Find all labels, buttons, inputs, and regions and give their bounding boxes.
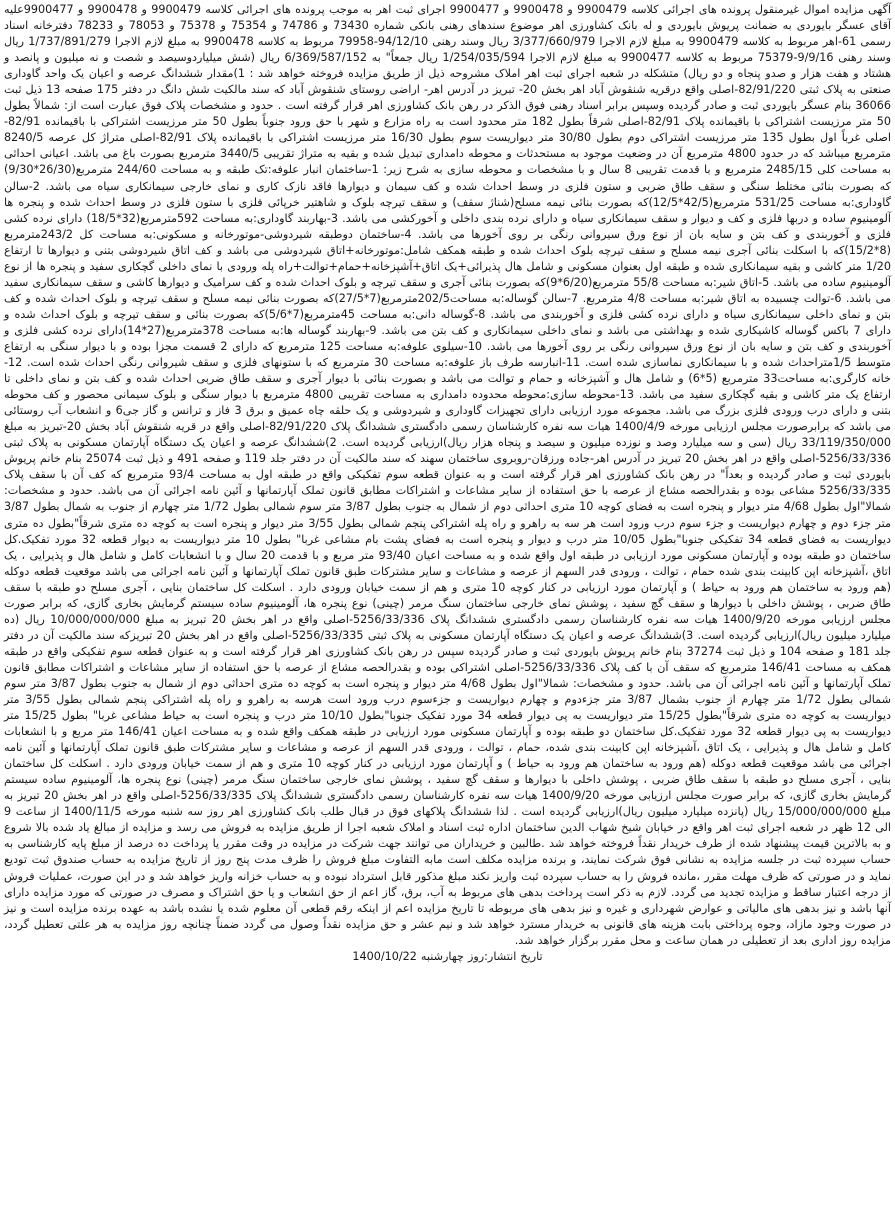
publication-date: تاریخ انتشار:روز چهارشنبه 1400/10/22 <box>352 949 543 963</box>
notice-body-text: آگهی مزایده اموال غیرمنقول پرونده های اجرائی کلاسه 9900479 و 9900478 و 9900477 اجرای ثبت اهر به موجب پرونده های اجرائی کلاسه 9900479 و 9900478 و 9900477علیه آقای عسگر بایوردی به ضمانت پریوش بایوردی و له بانک کشاورزی اهر موضوع سندهای رهنی بانکی شماره 73430 و 74786 و 75354 و 75378 و 78053 و 78233 دفترخانه اسناد رسمی 61-اهر مربوط به کلاسه 9900479 به مبلغ لازم الاجرا 3/377/660/979 ریال وسند رهنی 94/12/10-79958 مربوط به کلاسه 9900478 به مبلغ لازم الاجرا 1/737/891/279 ریال وسند رهنی 9/9/16-75379 مربوط به کلاسه 9900477 به مبلغ لازم الاجرا 1/254/035/594 ریال جمعاً" به 6/369/587/152 ریال (شش میلیاردوسیصد و شصت و نه میلیون و پانصد و هشتاد و هفت هزار و صدو پنجاه و دو ریال) متشکله در شعبه اجرای ثبت اهر املاک مشروحه ذیل از طریق مزایده فروخته خواهد شد : 1)مقدار ششدانگ عرصه و اعیان یک واحد گاوداری صنعتی به پلاک ثبتی 82/91/220-اصلی واقع درقریه شنقوش آباد اهر بخش 20- تبریز در آدرس اهر- اراضی روستای شنقوش آباد که سند مالکیت شش دانگ در دفتر 175 صفحه 13 ذیل ثبت 36066 بنام عسگر بایوردی ثبت و صادر گردیده وسپس برابر اسناد رهنی فوق الذکر در رهن بانک کشاورزی اهر قرار گرفته است . حدود و مشخصات پلاک فوق عبارت است از: شمالاً بطول 50 متر مرزیست اشتراکی با باقیمانده پلاک 82/91-اصلی شرقاً بطول 182 متر محدود است به راه مزارع و شهر با حق ورود جنوباً بطول 50 متر مرزیست اشتراکی با باقیمانده 82/91-اصلی غرباً اول بطول 135 متر مرزیست اشتراکی دوم بطول 30/80 متر دیواریست سوم بطول 16/30 متر مرزیست اشتراکی با باقیمانده پلاک 82/91-اصلی متراژ کل عرصه 8240/5 مترمربع میباشد که در حدود 4800 مترمربع آن در وضعیت موجود به مستحدثات و محوطه دامداری تبدیل شده و بقیه به متراژ تقریبی 3440/5 مترمربع بصورت باغ می باشد. اعیانی احداثی به مساحت کلی 2485/15 مترمربع و با قدمت تقریبی 8 سال و با مشخصات و محوطه سازی به شرح زیر: 1-ساختمان انبار علوفه:تک طبقه و به مساحت 244/60 مترمربع(26/30*9/30) که بصورت بنائی مختلط سنگی و سقف طاق ضربی و ستون فلزی در وسط احداث شده و کف سیمان و دیوارها فاقد نازک کاری و نمای خارجی سیمانکاری سیاه می باشد. 2-سالن گاوداری:به مساحت 531/25 مترمربع(42/5*12/5)که بصورت بنائی نیمه مسلح(شناژ سقف) و سقف تیرچه بلوک و شاهتیر خرپائی فلزی با ستون فلزی در وسط احداث شده و پنجره ها آلومینیوم ساده و دربها فلزی و کف و دیوار و سقف سیمانکاری سیاه و دارای نرده بندی داخلی و آخورکشی می باشد. 3-بهاربند گاوداری:به مساحت 592مترمربع(32*18/5) دارای نرده کشی فلزی و آخوربندی و کف بتن و سایه بان از نوع ورق سیروانی رنگی بر روی آخورها می باشد. 4-ساختمان دوطبقه شیردوشی-موتورخانه و مسکونی:به مساحت کل 243/2مترمربع (8*15/2)که با اسکلت بنائی آجری نیمه مسلح و سقف تیرچه بلوک احداث شده و طبقه همکف شامل:موتورخانه+اتاق شیردوشی می باشد و کف اتاق شیردوشی بتنی و دیوارها تا ارتفاع 1/20 متر کاشی و بقیه سیمانکاری شده و طبقه اول بعنوان مسکونی و شامل هال پذیرائی+یک اتاق+آشپزخانه+حمام+توالت+راه پله ورودی با نمای داخلی گچکاری سفید و پنجره ها از نوع آلومینیوم ساده می باشد. 5-اتاق شیر:به مساحت 55/8 مترمربع(6/20*9)که بصورت بنائی آجری و سقف تیرچه و بلوک احداث شده و کف سرامیک و دیوارها کاشی و سقف سیمانکاری سفید می باشد. 6-توالت چسبیده به اتاق شیر:به مساحت 4/8 مترمربع. 7-سالن گوساله:به مساحت202/5مترمربع(7*27/5)که بصورت بنائی نیمه مسلح و سقف تیرچه و بلوک احداث شده و کف بتن و نمای داخلی سیمانکاری سیاه و دارای نرده کشی فلزی و آخوربندی می باشد. 8-گوساله دانی:به مساحت 45مترمربع(7*5/6)که بصورت بنائی و سقف تیرچه و بلوک احداث شده و دارای 7 باکس گوساله کاشیکاری شده و بهداشتی می باشد و نمای داخلی سیمانکاری و کف بتن می باشد. 9-بهاربند گوساله ها:به مساحت 378مترمربع(27*14)دارای نرده کشی فلزی و آخوربندی و کف بتن و سایه بان از نوع ورق سیروانی رنگی بر روی آخورها می باشد. 10-سیلوی علوفه:به مساحت 125 مترمربع که دارای 2 قسمت مجزا بوده و با دیوار سنگی به ارتفاع متوسط 1/5متراحداث شده و با سیمانکاری نماسازی شده است. 11-انبارسه طرف باز علوفه:به مساحت 30 مترمربع که با ستونهای فلزی و سقف شیروانی رنگی احداث شده است. 12-خانه کارگری:به مساحت33 مترمربع (5*6) و شامل هال و آشپزخانه و حمام و توالت می باشد و بصورت بنائی با دیوار آجری و سقف طاق ضربی احداث شده و کف بتن و نمای داخلی تا ارتفاع یک متر کاشی و بقیه گچکاری سفید می باشد. 13-محوطه سازی:محوطه محدوده دامداری به مساحت تقریبی 4800 مترمربع با دیوار سنگی و بلوک سیمانی محصور و کف محوطه بتنی و دارای درب ورودی فلزی بزرگ می باشد. مجموعه مورد ارزیابی دارای تجهیزات گاوداری و شیردوشی و یک حلقه چاه عمیق و برق 3 فاز و ترانس و گاز جی6 و انشعاب آب روستائی می باشد که برابرصورت مجلس ارزیابی مورخه 1400/4/9 هیات سه نفره کارشناسان رسمی دادگستری ششدانگ پلاک 82/91/220-اصلی واقع در قریه شنقوش آباد بخش 20-تبریز به مبلغ 33/119/350/000 ریال (سی و سه میلیارد وصد و نوزده میلیون و سیصد و پنجاه هزار ریال)ارزیابی گردیده است. 2)ششدانگ عرصه و اعیان یک دستگاه آپارتمان مسکونی به پلاک ثبتی 5256/33/336-اصلی واقع در اهر بخش 20 تبریز در آدرس اهر-جاده ورزقان-روبروی ساختمان سهند که سند مالکیت آن در دفتر جلد 119 و صفحه 491 و ذیل ثبت 25074 بنام خانم پریوش بایوردی ثبت و صادر گردیده و بعداً" در رهن بانک کشاورزی اهر قرار گرفته است و به عنوان قطعه سوم تفکیکی واقع در طبقه اول به مساحت 93/4 مترمربع که کف آن با سقف پلاک 5256/33/335 مشاعی بوده و بقدرالحصه مشاع از عرصه با حق استفاده از سایر مشاعات و اشتراکات مطابق قانون تملک آپارتمانها و آئین نامه اجرائی آن می باشد. حدود و مشخصات: شمالا"اول بطول 4/68 متر دیوار و پنجره است به فضای کوچه 10 متری احداثی دوم از شمال به جنوب بطول 3/87 متر سوم شمالی بطول 1/72 متر چهارم از جنوب به شمال بطول 3/87 متر جزء دوم و چهارم دیواریست و جزء سوم درب ورود است هر سه به راهرو و راه پله اشتراکی پنجم شمالی بطول 3/55 متر دیوار و پنجره است به کوچه ده متری شرقاً"بطول ده متری دیواریست به فضای قطعه 34 تفکیکی جنوبا"بطول 10/05 متر درب و دیوار و پنجره است به فضای پشت بام مشاعی غربا" بطول 10 متر دیواریست به دیوار قطعه 32 مورد تفکیک.کل ساختمان دو طبقه بوده و آپارتمان مسکونی مورد ارزیابی در طبقه اول واقع شده و به مساحت اعیان 93/40 متر مربع و با قدمت 20 سال و با انشعابات کامل و شامل هال و پذیرایی ، یک اتاق ،آشپزخانه اپن کابینت بندی شده حمام ، توالت ، ورودی قدر السهم از عرصه و مشاعات و سایر مشترکات طبق قانون تملک آپارتمانها و آئین نامه اجرائی می باشد موقعیت قطعه دوکله (هم ورود به ساختمان هم ورود به حیاط ) و آپارتمان مورد ارزیابی در کنار کوچه 10 متری و هم از سمت خیابان ورودی دارد . اسکلت کل ساختمان بنایی ، آجری مسلح دو طبقه با سقف طاق ضربی ، پوشش داخلی با دیوارها و سقف گچ سفید ، پوشش نمای خارجی ساختمان سنگ مرمر (چینی) نوع پنجره ها، آلومینیوم ساده سیستم گرمایش بخاری گازی، که برابر صورت مجلس ارزیابی مورخه 1400/9/20 هیات سه نفره کارشناسان رسمی دادگستری ششدانگ پلاک 5256/33/336-اصلی واقع در اهر بخش 20 تبریز به مبلغ 10/000/000/000 ریال (ده میلیارد میلیون ریال)ارزیابی گردیده است. 3)ششدانگ عرصه و اعیان یک دستگاه آپارتمان مسکونی به پلاک ثبتی 5256/33/335-اصلی واقع در اهر بخش 20 تبریزکه سند مالکیت آن در دفتر جلد 181 و صفحه 104 و ذیل ثبت 37274 بنام خانم پریوش بایوردی ثبت و صادر گردیده سپس در رهن بانک کشاورزی اهر قرار گرفته است و به عنوان قطعه سوم تفکیکی واقع در طبقه همکف به مساحت 146/41 مترمربع که سقف آن با کف پلاک 5256/33/336-اصلی اشتراکی بوده و بقدرالحصه مشاع از عرصه با حق استفاده از سایر مشاعات و اشتراکات مطابق قانون تملک آپارتمانها و آئین نامه اجرائی آن می باشد. حدود و مشخصات: شمالا"اول بطول 4/68 متر دیوار و پنجره است به کوچه ده متری احداثی دوم از شمال به جنوب بطول 3/87 متر سوم شمالی بطول 1/72 متر چهارم از جنوب بشمال 3/87 متر جزءدوم و چهارم دیواریست و جزءسوم درب ورود است هرسه به راهرو و راه پله اشتراکی پنجم شمالی بطول 3/55 متر دیواریست به کوچه ده متری شرقاً"بطول 15/25 متر دیواریست به پی دیوار قطعه 34 مورد تفکیک جنوبا"بطول 10/10 متر درب و پنجره است به حیاط مشاعی غربا" بطول 15/25 متر دیواریست به پی دیوار قطعه 32 مورد تفکیک.کل ساختمان دو طبقه بوده و آپارتمان مسکونی مورد ارزیابی در طبقه همکف واقع شده و به مساحت اعیان 146/41 متر مربع و با انشعابات کامل و شامل هال و پذیرایی ، یک اتاق ،آشپزخانه اپن کابینت بندی شده، حمام ، توالت ، ورودی قدر السهم از عرصه و مشاعات و سایر مشترکات طبق قانون تملک آپارتمانها و آئین نامه اجرائی می باشد موقعیت قطعه دوکله (هم ورود به ساختمان هم ورود به حیاط ) و آپارتمان مورد ارزیابی در کنار کوچه 10 متری و هم از سمت خیابان ورودی دارد . اسکلت کل ساختمان بنایی ، آجری مسلح دو طبقه با سقف طاق ضربی ، پوشش داخلی با دیوارها و سقف گچ سفید ، پوشش نمای خارجی ساختمان سنگ مرمر (چینی) نوع پنجره ها، آلومینیوم ساده سیستم گرمایش بخاری گازی، که برابر صورت مجلس ارزیابی مورخه 1400/9/20 هیات سه نفره کارشناسان رسمی دادگستری ششدانگ پلاک 5256/33/335-اصلی واقع در اهر بخش 20 تبریز به مبلغ 15/000/000/000 ریال (پانزده میلیارد میلیون ریال)ارزیابی گردیده است . لذا ششدانگ پلاکهای فوق در قبال طلب بانک کشاورزی اهر روز سه شنبه مورخه 1400/11/5 از ساعت 9 الی 12 ظهر در شعبه اجرای ثبت اهر واقع در خیابان شیخ شهاب الدین ساختمان اداره ثبت اسناد و املاک شعبه اجرا از طریق مزایده به فروش می رسد و مزایده از مبالغ یاد شده بالا شروع و به بالاترین قیمت پیشنهاد شده از طرف خریدار نقداً فروخته خواهد شد .طالبین و خریداران می توانند جهت شرکت در مزایده در وقت مقرر یا پرداخت ده درصد از مبلغ پایه کارشناسی به حساب سپرده ثبت در جلسه مزایده به نشانی فوق شرکت نمایند، و برنده مزایده مکلف است مابه التفاوت مبلغ فروش را ظرف مدت پنج روز از تاریخ مزایده به حساب صندوق ثبت تودیع نماید و در صورتی که ظرف مهلت مقرر ،مانده فروش را به حساب سپرده ثبت واریز نکند مبلغ مذکور قابل استرداد نبوده و به حساب خزانه واریز خواهد شد و در این صورت، عملیات فروش از درجه اعتبار ساقط و مزایده تجدید می گردد. لازم به ذکر است پرداخت بدهی های مربوط به آب، برق، گاز اعم از حق انشعاب و یا حق اشتراک و مصرف در صورتی که مورد مزایده دارای آنها باشد و نیز بدهی های مالیاتی و عوارض شهرداری و غیره و نیز بدهی های مربوطه تا تاریخ مزایده اعم از اینکه رقم قطعی آن معلوم شده یا نشده باشد به عهده برنده مزایده است و نیز در صورت وجود مازاد، وجوه پرداختی بابت هزینه های قانونی به خریدار مسترد خواهد شد و نیم عشر و حق مزایده نقداً وصول می گردد ضمناً چنانچه روز مزایده به هر علتی تعطیل گردد، مزایده روز اداری بعد از تعطیلی در همان ساعت و محل مقرر برگزار خواهد شد. <box>3 3 892 947</box>
auction-notice <box>4 2 891 965</box>
